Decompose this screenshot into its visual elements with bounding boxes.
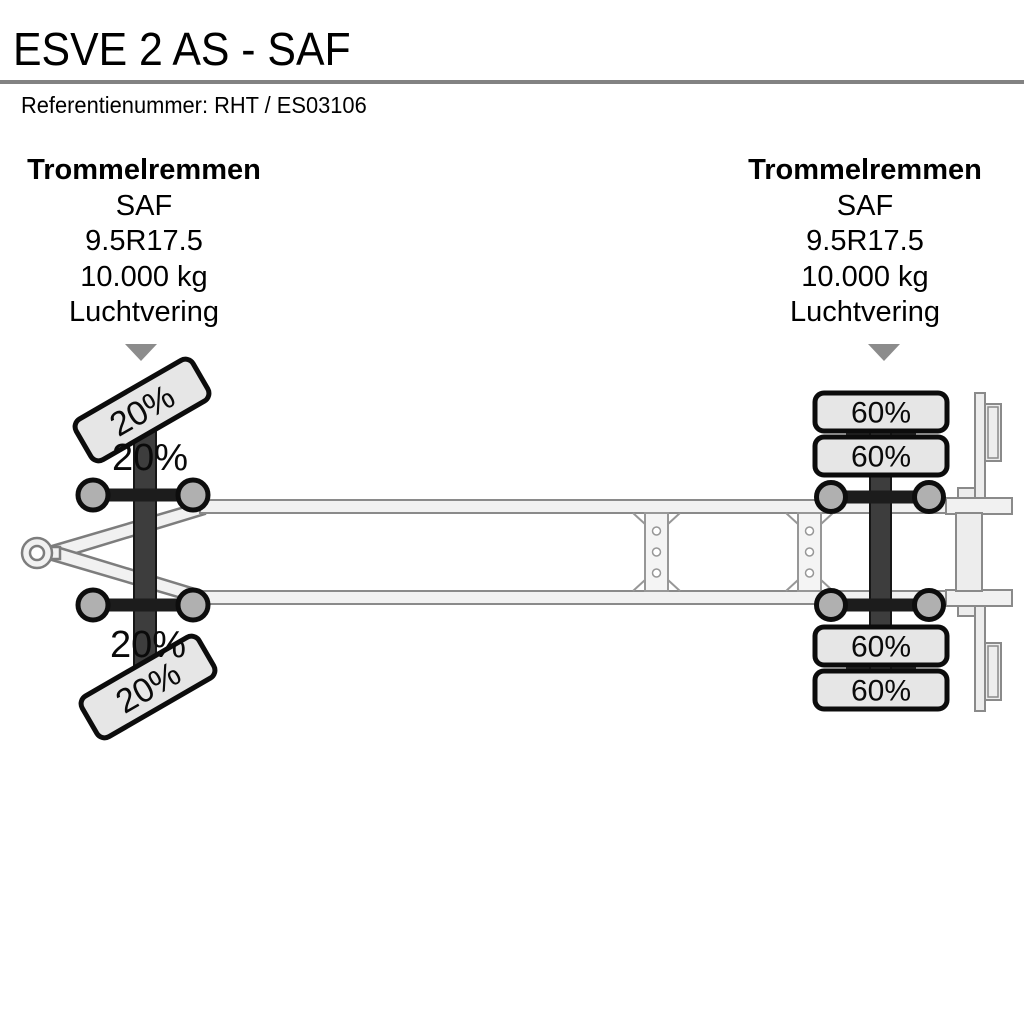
bolt-hole (653, 527, 661, 535)
drawbar (22, 501, 205, 605)
page-title-text: ESVE 2 AS - SAF (13, 23, 351, 75)
rear-bar-bottom (975, 606, 985, 711)
bolt-hole (806, 527, 814, 535)
rear-spec-tyre-size: 9.5R17.5 (806, 225, 924, 257)
bolt-hole (806, 548, 814, 556)
rear-spec-make: SAF (836, 189, 894, 222)
air-bellow (817, 591, 846, 620)
reference-number (21, 92, 385, 119)
rear-rail-cap-top (946, 498, 1012, 514)
rear-bracket-top (958, 488, 976, 498)
tow-eye-hole (30, 546, 44, 560)
air-bellow (78, 590, 108, 620)
air-bellow (78, 480, 108, 510)
rear-end-structure (946, 393, 1012, 711)
bolt-hole (653, 569, 661, 577)
front-spec-tyre-size: 9.5R17.5 (85, 225, 203, 257)
drawbar-upper-arm (52, 501, 205, 558)
cross-member-1 (633, 513, 680, 591)
rear-bracket-bottom (958, 606, 976, 616)
air-bellow (817, 483, 846, 512)
front-spec-suspension: Luchtvering (69, 296, 219, 328)
bolt-hole (653, 548, 661, 556)
rear-spec-suspension: Luchtvering (790, 296, 940, 328)
air-bellow (178, 480, 208, 510)
front-spec-make: SAF (115, 189, 173, 222)
rear-rail-cap-bottom (946, 590, 1012, 606)
wheel-load-label: 60% (850, 440, 912, 474)
rear-spec-capacity: 10.000 kg (801, 260, 929, 293)
reference-number-text: Referentienummer: RHT / ES03106 (21, 92, 367, 118)
air-bellow (915, 591, 944, 620)
front-spec-brakes: Trommelremmen (27, 154, 261, 186)
front-axle-marker-icon (125, 344, 157, 361)
cross-member-2 (786, 513, 833, 591)
air-bellow (915, 483, 944, 512)
wheel-load-label: 60% (850, 630, 912, 664)
wheel-load-label: 20% (111, 437, 189, 479)
wheel-load-label: 20% (109, 624, 187, 666)
rear-spec-brakes: Trommelremmen (748, 154, 982, 186)
air-bellow (178, 590, 208, 620)
rear-axle-group (815, 393, 947, 709)
wheel-load-label: 60% (850, 396, 912, 430)
chassis-top-view-diagram (0, 336, 1024, 756)
divider (0, 80, 1024, 84)
wheel-load-label: 20% (103, 377, 182, 445)
wheel-load-label: 60% (850, 674, 912, 708)
wheel-load-label: 20% (109, 654, 188, 722)
rear-axle-marker-icon (868, 344, 900, 361)
rear-bar-top (975, 393, 985, 498)
front-spec-capacity: 10.000 kg (80, 260, 208, 293)
page-title (13, 22, 376, 76)
bolt-hole (806, 569, 814, 577)
front-axle-specs (0, 153, 294, 331)
rear-axle-specs (715, 153, 1015, 331)
rear-cross-member (956, 513, 982, 591)
